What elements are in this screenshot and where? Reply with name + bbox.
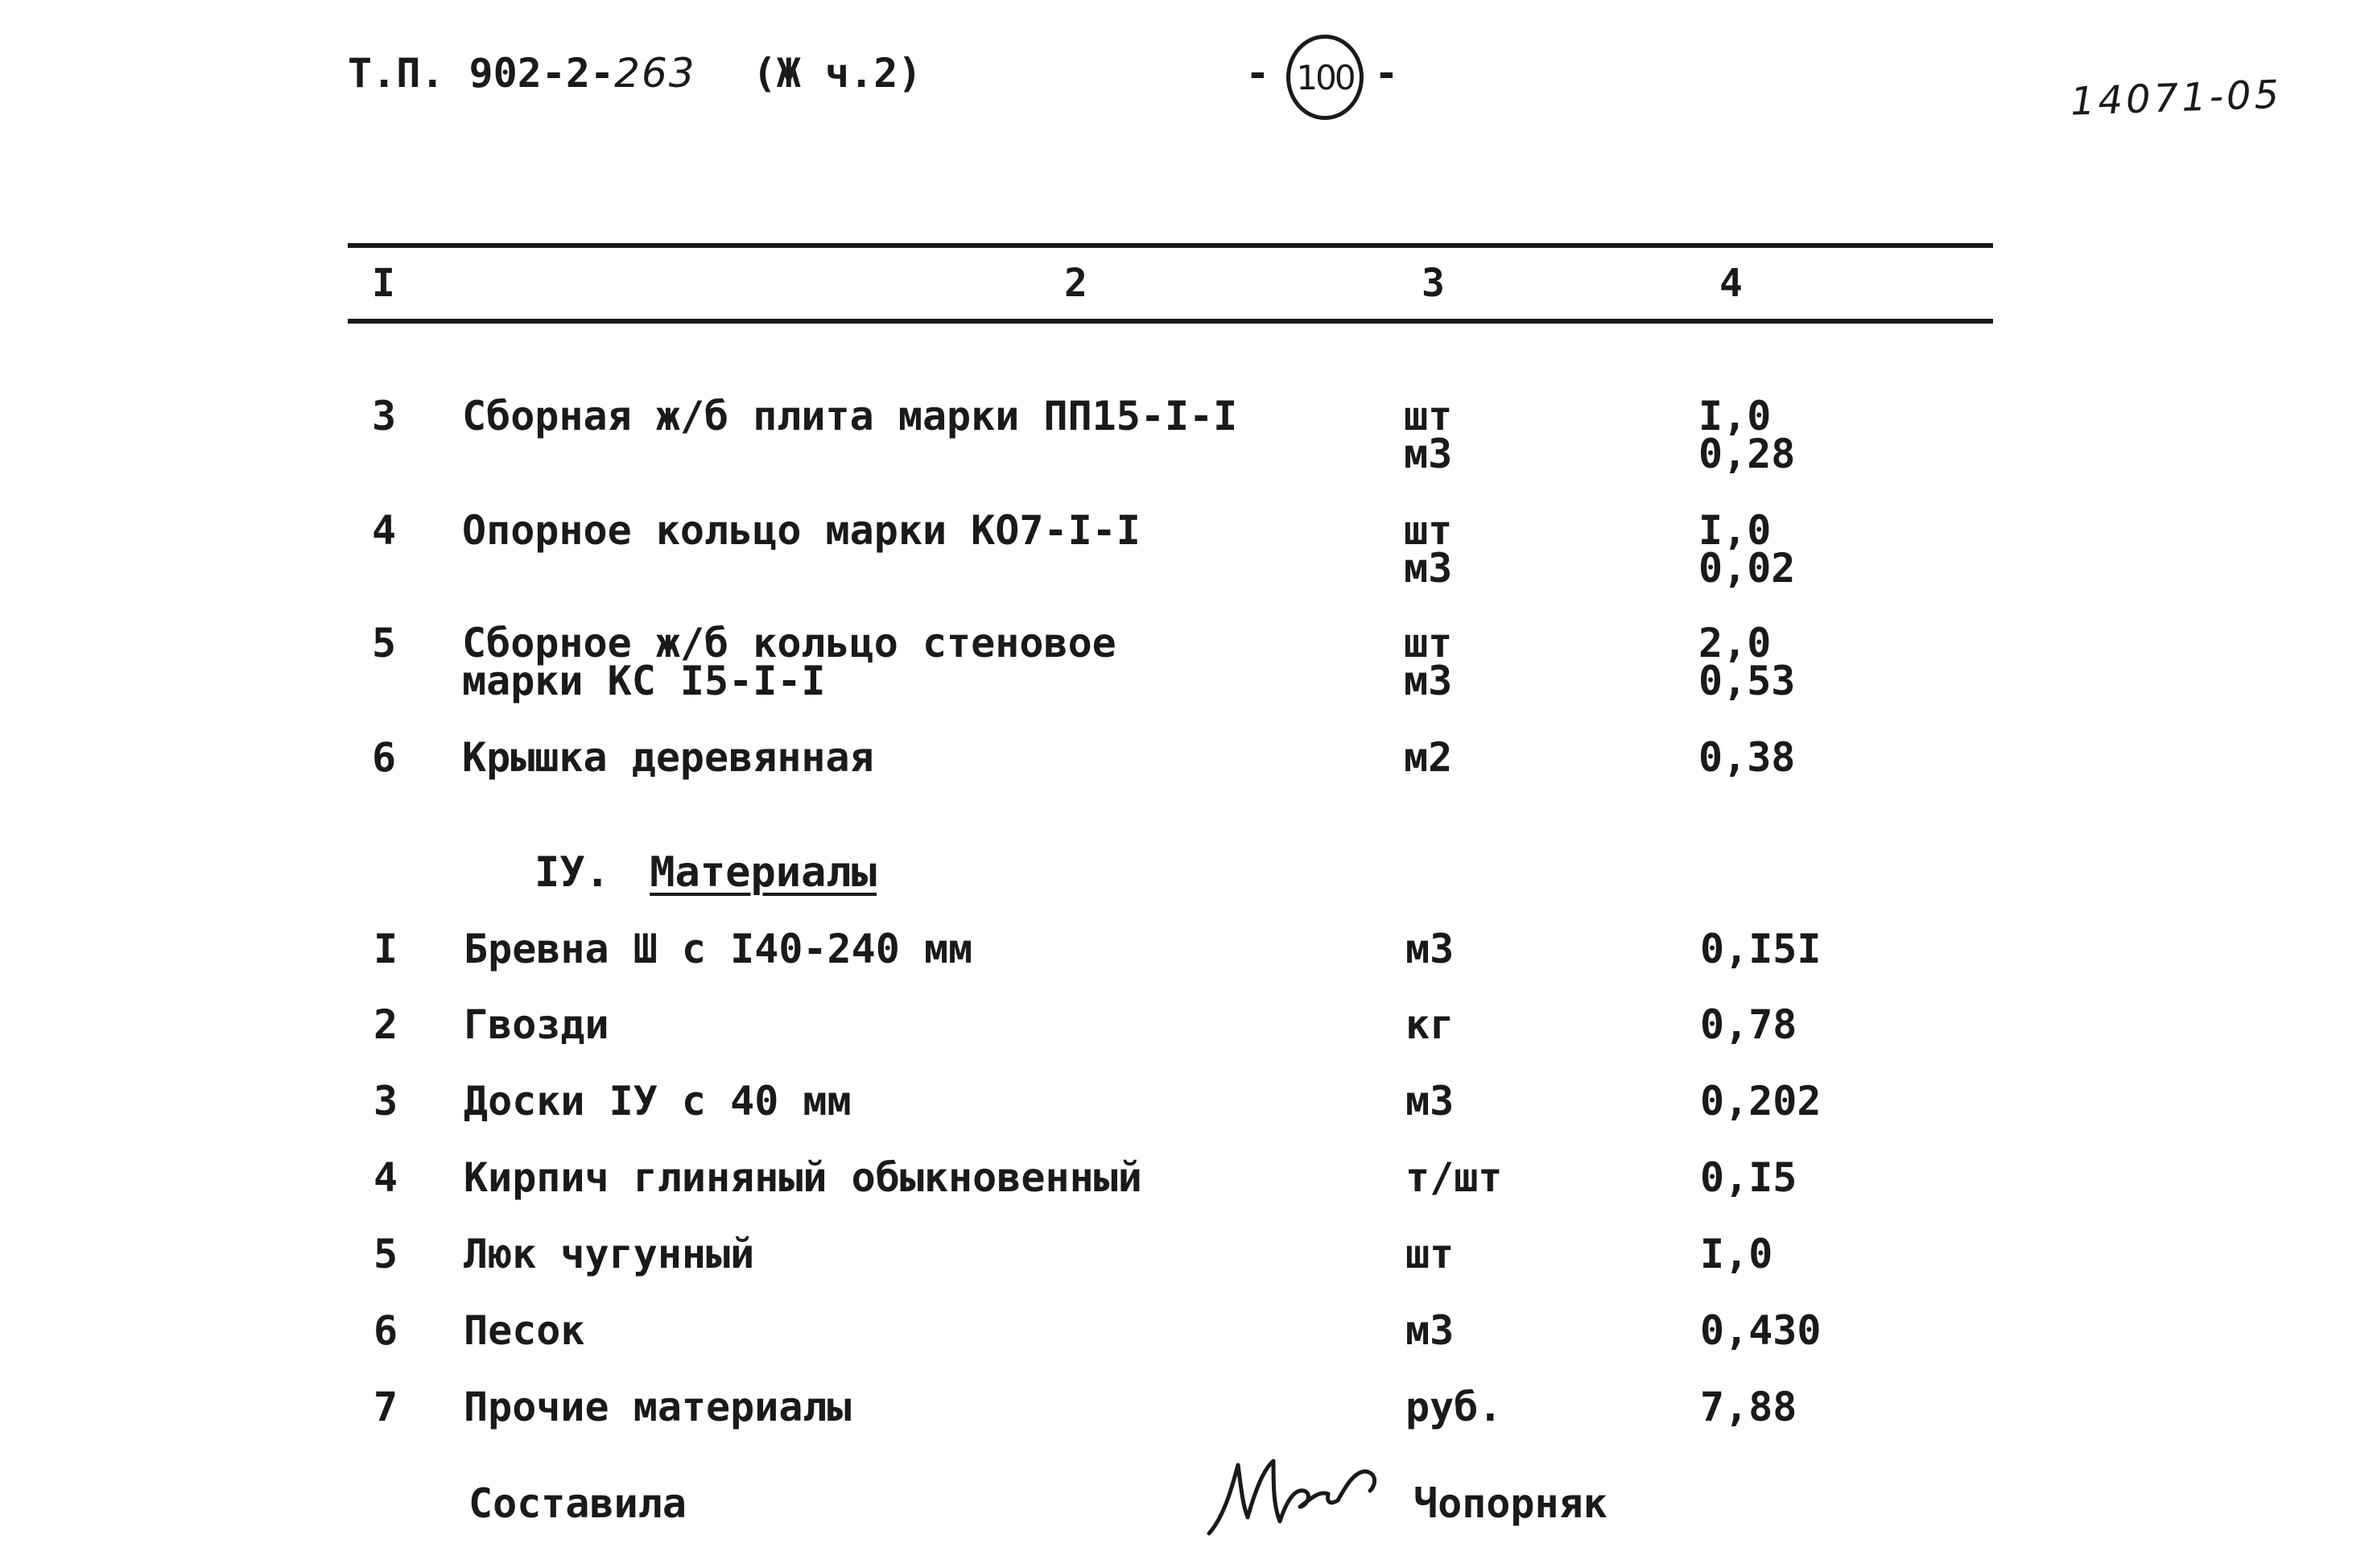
- row-name: Опорное кольцо марки КО7-I-I: [462, 507, 1141, 554]
- row-value: 0,202: [1700, 1078, 1822, 1124]
- doc-ref-prefix: Т.П. 902-2-: [348, 50, 615, 97]
- row-name: Кирпич глиняный обыкновенный: [464, 1154, 1142, 1201]
- row-name: Люк чугунный: [464, 1231, 755, 1277]
- document-reference: [348, 50, 922, 97]
- row-unit: м2: [1404, 734, 1453, 781]
- row-unit: м3: [1405, 1307, 1455, 1354]
- page-dash-right: -: [1378, 50, 1395, 97]
- row-number: 3: [373, 1078, 398, 1124]
- column-header-4: 4: [1719, 261, 1743, 306]
- doc-ref-number: 263: [614, 50, 696, 97]
- row-number: 5: [373, 1231, 398, 1277]
- page-dash-left: -: [1249, 50, 1266, 97]
- row-unit: м3: [1404, 431, 1453, 477]
- row-number: 2: [373, 1001, 398, 1048]
- row-number: 6: [373, 1307, 398, 1354]
- section-title: Материалы: [650, 848, 877, 897]
- row-unit: руб.: [1405, 1384, 1503, 1430]
- page-number: [1286, 35, 1364, 120]
- row-unit: шт: [1404, 507, 1453, 554]
- row-value: I,0: [1698, 393, 1772, 439]
- row-number: 4: [372, 507, 397, 554]
- row-unit: м3: [1404, 658, 1453, 704]
- row-value: 7,88: [1700, 1384, 1797, 1430]
- row-value: 0,53: [1698, 658, 1796, 704]
- column-header-3: 3: [1422, 261, 1445, 306]
- row-value: 0,02: [1698, 545, 1796, 592]
- row-name: Песок: [464, 1307, 585, 1354]
- row-number: 7: [373, 1384, 398, 1430]
- row-name: Прочие материалы: [464, 1384, 852, 1430]
- row-number: 3: [372, 393, 397, 439]
- table-header-rule: [348, 319, 1993, 324]
- row-value: 2,0: [1698, 620, 1772, 666]
- row-value: 0,78: [1700, 1001, 1797, 1048]
- section-heading: [534, 848, 877, 897]
- row-value: 0,38: [1698, 734, 1796, 781]
- row-value: 0,28: [1698, 431, 1796, 477]
- column-header-1: I: [372, 261, 395, 306]
- row-name: Крышка деревянная: [462, 734, 874, 781]
- row-value: I,0: [1700, 1231, 1773, 1277]
- row-unit: шт: [1405, 1231, 1455, 1277]
- row-number: I: [373, 926, 398, 972]
- row-value: 0,I5I: [1700, 926, 1822, 972]
- row-name: Сборная ж/б плита марки ПП15-I-I: [462, 393, 1238, 439]
- row-unit: м3: [1405, 1078, 1455, 1124]
- section-number: IУ.: [534, 848, 610, 897]
- row-name: Сборное ж/б кольцо стеновое: [462, 620, 1116, 666]
- row-value: I,0: [1698, 507, 1772, 554]
- row-number: 6: [372, 734, 397, 781]
- row-value: 0,430: [1700, 1307, 1822, 1354]
- row-unit: т/шт: [1405, 1154, 1503, 1201]
- table-top-rule: [348, 243, 1993, 248]
- row-number: 4: [373, 1154, 398, 1201]
- row-name: Доски IУ с 40 мм: [464, 1078, 852, 1124]
- row-number: 5: [372, 620, 397, 666]
- row-unit: шт: [1404, 620, 1453, 666]
- doc-ref-suffix: (Ж ч.2): [752, 50, 922, 97]
- signature-name: Чопорняк: [1413, 1480, 1607, 1527]
- page-number-text: 100: [1296, 57, 1354, 97]
- row-unit: м3: [1404, 545, 1453, 592]
- row-unit: м3: [1405, 926, 1455, 972]
- compiled-by-label: Составила: [468, 1480, 687, 1527]
- row-unit: кг: [1405, 1001, 1455, 1048]
- row-name: Гвозди: [464, 1001, 609, 1048]
- column-header-2: 2: [1064, 261, 1087, 306]
- row-name: Бревна Ш с I40-240 мм: [464, 926, 973, 972]
- handwritten-signature: [1199, 1441, 1409, 1545]
- row-unit: шт: [1404, 393, 1453, 439]
- row-name-continued: марки КС I5-I-I: [462, 658, 826, 704]
- row-value: 0,I5: [1700, 1154, 1797, 1201]
- archive-number: 14071-05: [2070, 72, 2283, 125]
